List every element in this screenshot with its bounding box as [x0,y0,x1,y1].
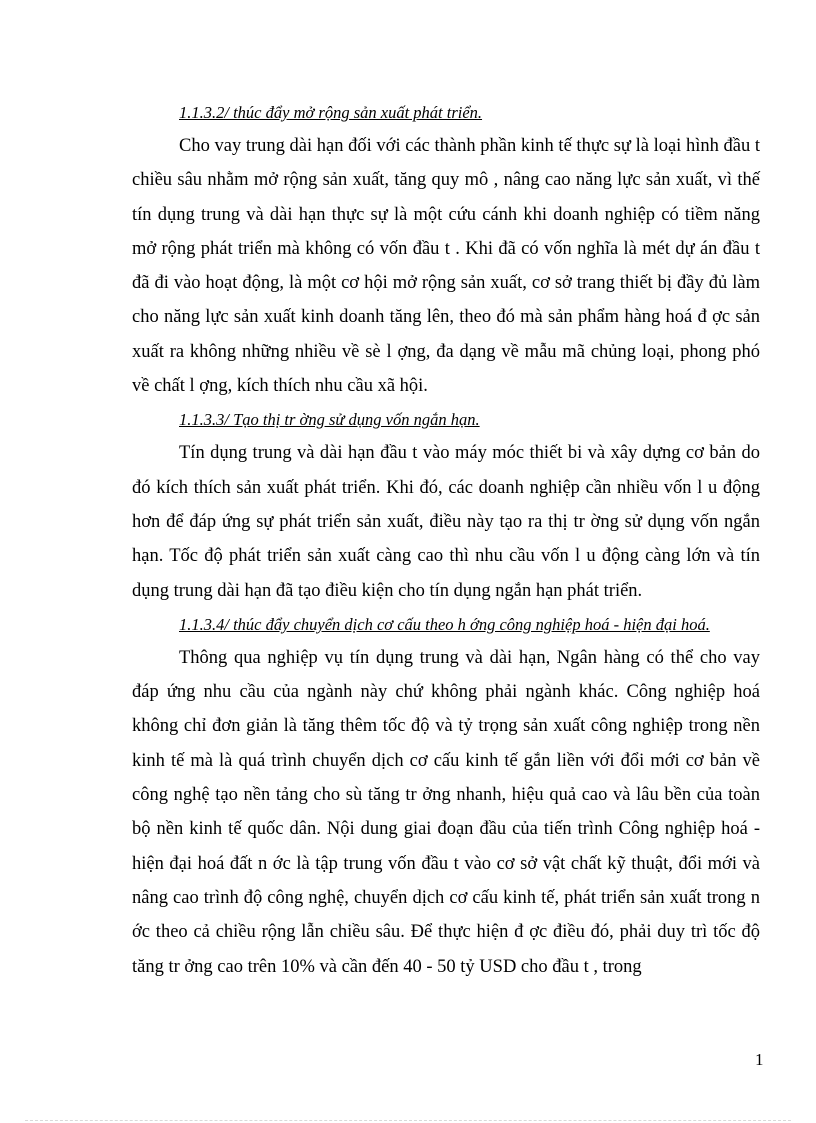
document-body [132,96,760,984]
section-paragraph-1-1-3-4: Thông qua nghiệp vụ tín dụng trung và dài hạn, Ngân hàng có thể cho vay đáp ứng nhu cầu của ngành này chứ không phải ngành khác. Công nghiệp hoá không chỉ đơn giản là tăng thêm tốc độ và tỷ trọng sản xuất công nghiệp trong nền kinh tế mà là quá trình chuyển dịch cơ cấu kinh tế gắn liền với đổi mới cơ bản về công nghệ tạo nền tảng cho sù tăng tr ởng nhanh, hiệu quả cao và lâu bền của toàn bộ nền kinh tế quốc dân. Nội dung giai đoạn đầu của tiến trình Công nghiệp hoá - hiện đại hoá đất n ớc là tập trung vốn đầu t vào cơ sở vật chất kỹ thuật, đổi mới và nâng cao trình độ công nghệ, chuyển dịch cơ cấu kinh tế, phát triển sản xuất trong n ớc theo cả chiều rộng lẫn chiều sâu. Để thực hiện đ ợc điều đó, phải duy trì tốc độ tăng tr ởng cao trên 10% và cần đến 40 - 50 tỷ USD cho đầu t , trong [132,647,760,977]
section-paragraph-1-1-3-3: Tín dụng trung và dài hạn đầu t vào máy móc thiết bi và xây dựng cơ bản do đó kích thích sản xuất phát triển. Khi đó, các doanh nghiệp cần nhiều vốn l u động hơn để đáp ứng sự phát triển sản xuất, điều này tạo ra thị tr ờng sử dụng vốn ngắn hạn. Tốc độ phát triển sản xuất càng cao thì nhu cầu vốn l u động càng lớn và tín dụng trung dài hạn đã tạo điều kiện cho tín dụng ngắn hạn phát triển. [132,443,760,601]
page-number: 1 [755,1050,764,1069]
section-heading-1-1-3-2: 1.1.3.2/ thúc đẩy mở rộng sản xuất phát triển. [179,103,483,122]
page-bottom-divider [25,1120,791,1121]
section-heading-1-1-3-4: 1.1.3.4/ thúc đẩy chuyển dịch cơ cấu theo h ớng công nghiệp hoá - hiện đại hoá. [179,614,710,634]
section-heading-1-1-3-3: 1.1.3.3/ Tạo thị tr ờng sử dụng vốn ngắn hạn. [179,410,480,430]
section-paragraph-1-1-3-2: Cho vay trung dài hạn đối với các thành phần kinh tế thực sự là loại hình đầu t chiều sâu nhằm mở rộng sản xuất, tăng quy mô , nâng cao năng lực sản xuất, vì thế tín dụng trung và dài hạn thực sự là một cứu cánh khi doanh nghiệp có tiềm năng mở rộng phát triển mà không có vốn đầu t . Khi đã có vốn nghĩa là mét dự án đầu t đã đi vào hoạt động, là một cơ hội mở rộng sản xuất, cơ sở trang thiết bị đầy đủ làm cho năng lực sản xuất kinh doanh tăng lên, theo đó mà sản phẩm hàng hoá đ ợc sản xuất ra không những nhiều về sè l ợng, đa dạng về mẫu mã chủng loại, phong phó về chất l ợng, kích thích nhu cầu xã hội. [132,136,760,397]
